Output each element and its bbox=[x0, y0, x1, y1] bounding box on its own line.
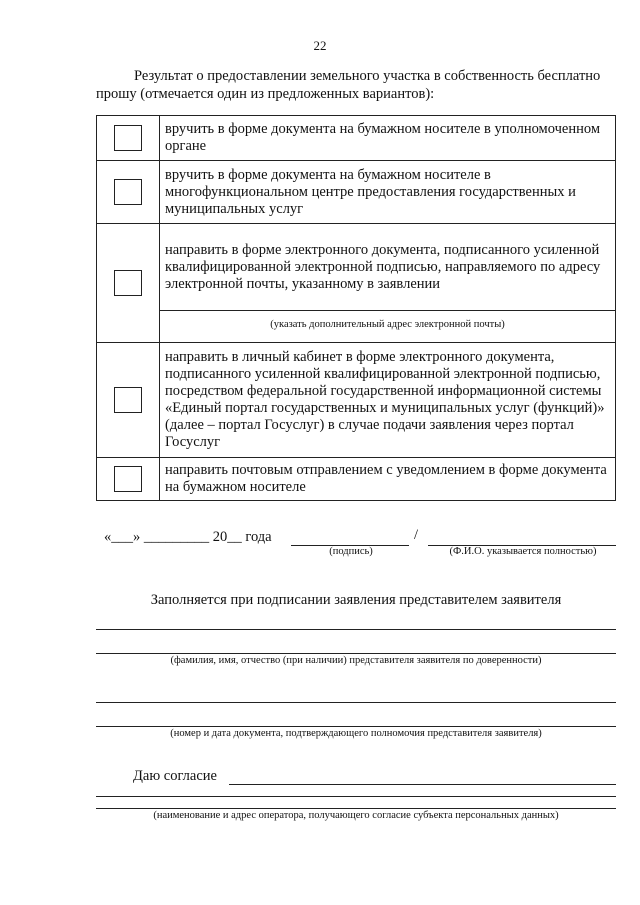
option-row-3-hint bbox=[97, 311, 616, 343]
representative-line-2[interactable] bbox=[96, 653, 616, 654]
option-5-checkbox[interactable] bbox=[114, 466, 142, 492]
representative-heading: Заполняется при подписании заявления представителем заявителя bbox=[150, 592, 562, 608]
option-row-3 bbox=[97, 224, 616, 311]
option-4-label: направить в личный кабинет в форме электронного документа, подписанного усиленной квалифицированной электронной подписью, посредством федеральной государственной информационной системы «Единый портал государственных и муниципальных услуг (функций)» (далее – портал Госуслуг) в случае подачи заявления через портал Госуслуг bbox=[160, 343, 616, 458]
representative-line-1[interactable] bbox=[96, 629, 616, 630]
slash-separator: / bbox=[414, 527, 419, 543]
intro-paragraph: Результат о предоставлении земельного участка в собственность бесплатно прошу (отмечается один из предложенных вариантов): bbox=[96, 68, 601, 102]
option-row-2 bbox=[97, 161, 616, 224]
option-row-5 bbox=[97, 458, 616, 501]
option-row-4 bbox=[97, 343, 616, 458]
consent-label: Даю согласие bbox=[133, 768, 217, 784]
option-1-checkbox[interactable] bbox=[114, 125, 142, 151]
option-2-checkbox[interactable] bbox=[114, 179, 142, 205]
document-line-1[interactable] bbox=[96, 702, 616, 703]
option-1-label: вручить в форме документа на бумажном носителе в уполномоченном органе bbox=[160, 116, 616, 161]
consent-line-2[interactable] bbox=[96, 796, 616, 797]
delivery-options-table bbox=[96, 115, 616, 501]
date-field[interactable]: «___» _________ 20__ года bbox=[104, 529, 272, 545]
representative-name-caption: (фамилия, имя, отчество (при наличии) представителя заявителя по доверенности) bbox=[170, 655, 542, 666]
consent-line-1[interactable] bbox=[229, 784, 616, 785]
extra-email-hint[interactable]: (указать дополнительный адрес электронной почты) bbox=[160, 311, 616, 343]
option-4-checkbox[interactable] bbox=[114, 387, 142, 413]
consent-line-3[interactable] bbox=[96, 808, 616, 809]
document-line-2[interactable] bbox=[96, 726, 616, 727]
document-caption: (номер и дата документа, подтверждающего полномочия представителя заявителя) bbox=[170, 728, 542, 739]
option-3-label: направить в форме электронного документа, подписанного усиленной квалифицированной электронной подписью, направляемого по адресу электронной почты, указанному в заявлении bbox=[160, 224, 616, 311]
fio-caption: (Ф.И.О. указывается полностью) bbox=[449, 546, 597, 557]
option-row-1 bbox=[97, 116, 616, 161]
option-5-label: направить почтовым отправлением с уведомлением в форме документа на бумажном носителе bbox=[160, 458, 616, 501]
option-2-label: вручить в форме документа на бумажном носителе в многофункциональном центре предоставления государственных и муниципальных услуг bbox=[160, 161, 616, 224]
consent-caption: (наименование и адрес оператора, получающего согласие субъекта персональных данных) bbox=[153, 810, 559, 821]
page-number: 22 bbox=[313, 38, 327, 53]
signature-caption: (подпись) bbox=[329, 546, 373, 557]
option-3-checkbox[interactable] bbox=[114, 270, 142, 296]
